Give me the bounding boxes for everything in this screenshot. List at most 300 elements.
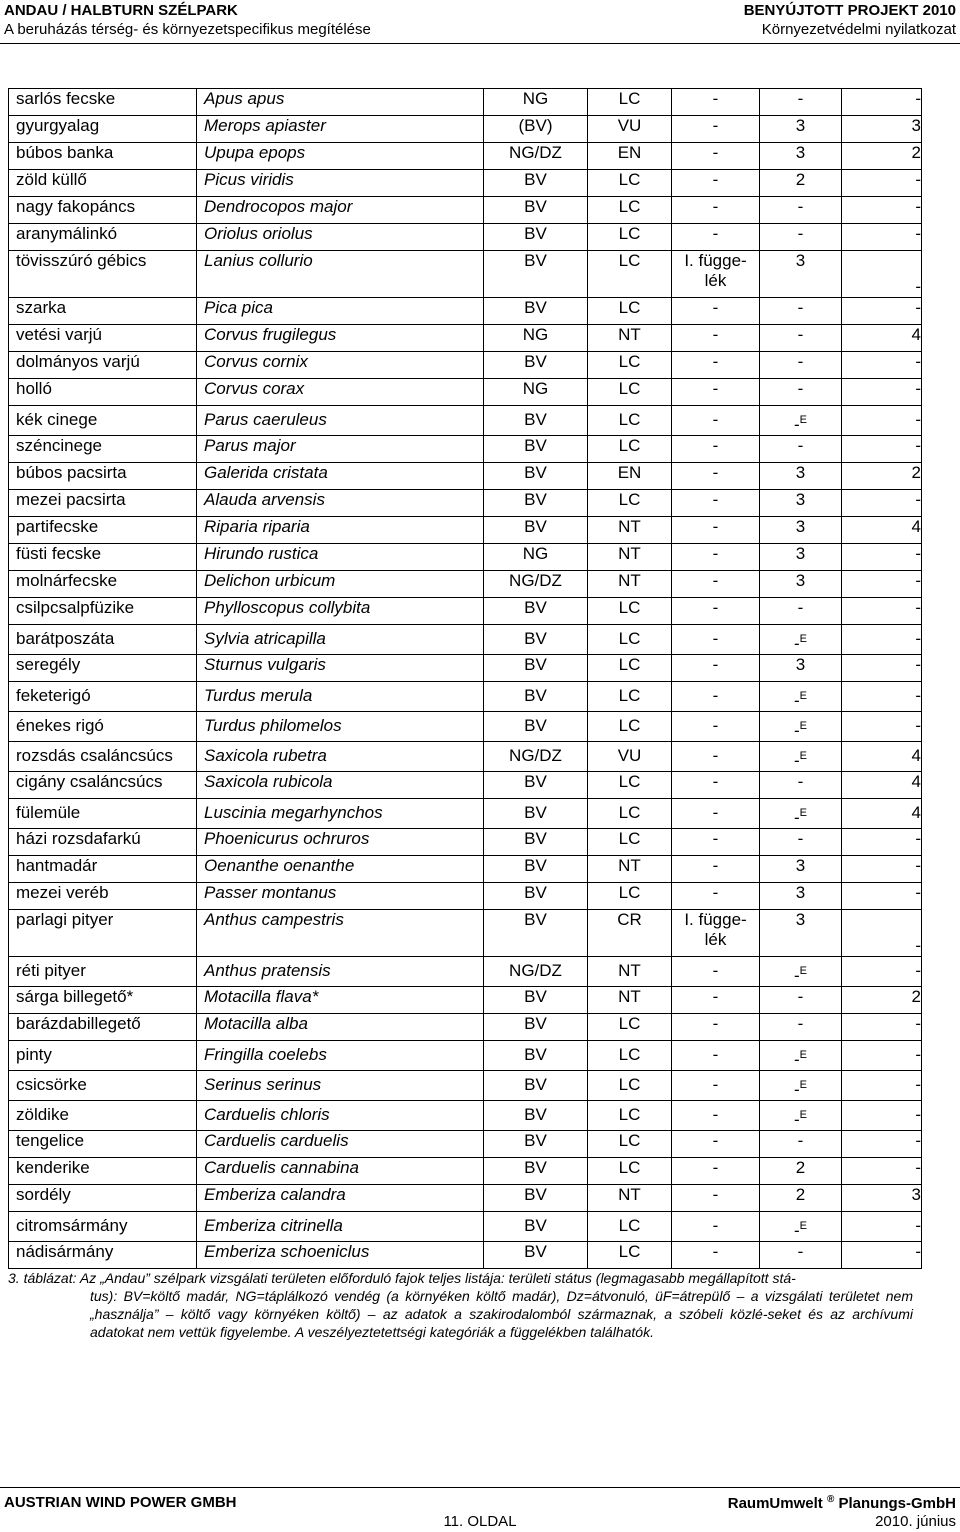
national-value: 3 — [795, 910, 806, 929]
caption-body: tus): BV=költő madár, NG=táplálkozó vendég (a környéken költő madár), Dz=átvonuló, üF=átrepülő – a vizsgálati területet nem „használja” – költő vagy környéken költő) – az adatok a szakirodalomból származnak, a szóbeli közlé-seket és az archívumi adatokat nem vettük figyelembe. A veszélyeztetettségi kategóriák a függelékben találhatók. — [90, 1288, 913, 1340]
national-value: 3 — [795, 116, 806, 135]
table-row — [9, 197, 922, 224]
species-hungarian-name: parlagi pityer — [9, 910, 197, 957]
species-hungarian-name: zöldike — [9, 1101, 197, 1131]
status-area-cell: BV — [484, 598, 588, 625]
footer-author-name: RaumUmwelt — [727, 1495, 823, 1512]
table-row — [9, 1071, 922, 1101]
species-hungarian-name: csilpcsalpfüzike — [9, 598, 197, 625]
status-regional-cell: 2 — [842, 143, 922, 170]
table-row — [9, 1101, 922, 1131]
status-category-cell: LC — [588, 379, 672, 406]
status-national-cell — [760, 910, 842, 957]
status-category-cell: LC — [588, 799, 672, 829]
national-value: 3 — [795, 251, 806, 270]
table-row — [9, 517, 922, 544]
status-appendix-cell: - — [672, 1101, 760, 1131]
species-hungarian-name: dolmányos varjú — [9, 352, 197, 379]
national-value: - — [793, 1110, 800, 1129]
national-value: 3 — [795, 544, 806, 563]
status-national-cell — [760, 116, 842, 143]
species-hungarian-name: barázdabillegető — [9, 1014, 197, 1041]
status-national-cell — [760, 1071, 842, 1101]
species-hungarian-name: vetési varjú — [9, 325, 197, 352]
table-row — [9, 625, 922, 655]
species-hungarian-name: aranymálinkó — [9, 224, 197, 251]
status-category-cell: NT — [588, 1185, 672, 1212]
status-category-cell: LC — [588, 298, 672, 325]
species-hungarian-name: molnárfecske — [9, 571, 197, 598]
status-regional-cell: - — [842, 829, 922, 856]
species-scientific-name: Pica pica — [197, 298, 484, 325]
status-appendix-cell: - — [672, 625, 760, 655]
species-scientific-name: Carduelis chloris — [197, 1101, 484, 1131]
table-row — [9, 251, 922, 298]
status-regional-cell: - — [842, 1071, 922, 1101]
status-category-cell: LC — [588, 1071, 672, 1101]
status-area-cell: BV — [484, 1071, 588, 1101]
table-row — [9, 325, 922, 352]
species-hungarian-name: kék cinege — [9, 406, 197, 436]
status-regional-cell: 2 — [842, 463, 922, 490]
status-area-cell: BV — [484, 352, 588, 379]
status-area-cell: BV — [484, 224, 588, 251]
status-appendix-cell: - — [672, 325, 760, 352]
status-appendix-cell: - — [672, 116, 760, 143]
species-hungarian-name: hantmadár — [9, 856, 197, 883]
status-regional-cell: 3 — [842, 1185, 922, 1212]
status-national-cell — [760, 829, 842, 856]
status-regional-cell: 4 — [842, 799, 922, 829]
table-row — [9, 856, 922, 883]
status-area-cell: BV — [484, 856, 588, 883]
table-row — [9, 89, 922, 116]
status-area-cell: BV — [484, 987, 588, 1014]
national-value: - — [793, 634, 800, 653]
species-scientific-name: Corvus corax — [197, 379, 484, 406]
status-area-cell: BV — [484, 799, 588, 829]
status-regional-cell: - — [842, 379, 922, 406]
status-appendix-cell — [672, 910, 760, 957]
status-regional-cell: - — [842, 298, 922, 325]
status-area-cell: BV — [484, 655, 588, 682]
status-appendix-cell: - — [672, 1185, 760, 1212]
status-area-cell: BV — [484, 1185, 588, 1212]
superscript-e: E — [799, 807, 807, 819]
species-scientific-name: Corvus cornix — [197, 352, 484, 379]
table-row — [9, 598, 922, 625]
status-category-cell: LC — [588, 1242, 672, 1269]
status-appendix-cell: - — [672, 143, 760, 170]
species-scientific-name: Saxicola rubicola — [197, 772, 484, 799]
table-row — [9, 224, 922, 251]
superscript-e: E — [799, 1079, 807, 1091]
table-row — [9, 987, 922, 1014]
species-scientific-name: Parus caeruleus — [197, 406, 484, 436]
table-row — [9, 1158, 922, 1185]
status-category-cell: LC — [588, 170, 672, 197]
species-scientific-name: Riparia riparia — [197, 517, 484, 544]
status-regional-cell: 4 — [842, 772, 922, 799]
footer-author — [728, 1494, 956, 1512]
table-row — [9, 957, 922, 987]
status-regional-cell: - — [842, 883, 922, 910]
status-appendix-cell: - — [672, 712, 760, 742]
species-scientific-name: Carduelis cannabina — [197, 1158, 484, 1185]
status-national-cell — [760, 143, 842, 170]
status-national-cell — [760, 463, 842, 490]
species-scientific-name: Motacilla alba — [197, 1014, 484, 1041]
status-category-cell: LC — [588, 251, 672, 298]
footer-date: 2010. június — [875, 1513, 956, 1530]
status-regional-cell: - — [842, 625, 922, 655]
status-category-cell: NT — [588, 544, 672, 571]
status-area-cell: BV — [484, 1101, 588, 1131]
status-appendix-cell: - — [672, 987, 760, 1014]
status-category-cell: LC — [588, 89, 672, 116]
status-national-cell — [760, 379, 842, 406]
status-regional-cell: - — [842, 598, 922, 625]
status-regional-cell: - — [842, 1242, 922, 1269]
status-category-cell: VU — [588, 116, 672, 143]
status-regional-cell: - — [842, 1041, 922, 1071]
table-row — [9, 829, 922, 856]
status-national-cell — [760, 1014, 842, 1041]
header-divider — [0, 43, 960, 44]
table-row — [9, 682, 922, 712]
national-value: - — [793, 1221, 800, 1240]
status-appendix-cell: - — [672, 883, 760, 910]
species-scientific-name: Galerida cristata — [197, 463, 484, 490]
table-row — [9, 143, 922, 170]
species-hungarian-name: énekes rigó — [9, 712, 197, 742]
species-hungarian-name: sárga billegető* — [9, 987, 197, 1014]
status-national-cell — [760, 1041, 842, 1071]
species-scientific-name: Delichon urbicum — [197, 571, 484, 598]
species-scientific-name: Picus viridis — [197, 170, 484, 197]
species-scientific-name: Oenanthe oenanthe — [197, 856, 484, 883]
species-hungarian-name: széncinege — [9, 436, 197, 463]
species-scientific-name: Passer montanus — [197, 883, 484, 910]
status-regional-cell: - — [842, 436, 922, 463]
status-regional-cell: 4 — [842, 742, 922, 772]
status-area-cell: BV — [484, 490, 588, 517]
status-appendix-cell: - — [672, 170, 760, 197]
status-appendix-cell: - — [672, 1131, 760, 1158]
status-regional-cell: - — [842, 571, 922, 598]
species-scientific-name: Turdus philomelos — [197, 712, 484, 742]
species-hungarian-name: fülemüle — [9, 799, 197, 829]
species-hungarian-name: tengelice — [9, 1131, 197, 1158]
national-value: - — [797, 436, 804, 455]
species-hungarian-name: feketerigó — [9, 682, 197, 712]
national-value: - — [793, 691, 800, 710]
national-value: 3 — [795, 883, 806, 902]
status-national-cell — [760, 1131, 842, 1158]
status-area-cell: BV — [484, 1212, 588, 1242]
status-national-cell — [760, 1242, 842, 1269]
national-value: - — [793, 751, 800, 770]
national-value: - — [797, 224, 804, 243]
status-category-cell: LC — [588, 883, 672, 910]
footer-divider — [0, 1487, 960, 1488]
status-regional-cell: - — [842, 251, 922, 298]
status-regional-cell: - — [842, 910, 922, 957]
status-appendix-cell — [672, 251, 760, 298]
status-appendix-cell: - — [672, 1014, 760, 1041]
national-value: 3 — [795, 517, 806, 536]
status-appendix-cell: - — [672, 1242, 760, 1269]
species-hungarian-name: holló — [9, 379, 197, 406]
status-area-cell: BV — [484, 517, 588, 544]
national-value: - — [797, 598, 804, 617]
species-scientific-name: Turdus merula — [197, 682, 484, 712]
status-category-cell: LC — [588, 224, 672, 251]
status-category-cell: NT — [588, 957, 672, 987]
status-category-cell: LC — [588, 1041, 672, 1071]
national-value: - — [797, 352, 804, 371]
species-scientific-name: Anthus pratensis — [197, 957, 484, 987]
status-national-cell — [760, 571, 842, 598]
national-value: 2 — [795, 1185, 806, 1204]
status-category-cell: NT — [588, 325, 672, 352]
table-row — [9, 352, 922, 379]
national-value: - — [793, 1050, 800, 1069]
status-regional-cell: 2 — [842, 987, 922, 1014]
status-regional-cell: 4 — [842, 325, 922, 352]
status-appendix-cell: - — [672, 490, 760, 517]
national-value: - — [797, 987, 804, 1006]
superscript-e: E — [799, 750, 807, 762]
national-value: - — [797, 379, 804, 398]
status-national-cell — [760, 224, 842, 251]
national-value: - — [797, 772, 804, 791]
caption-lead: 3. táblázat: Az „Andau” szélpark vizsgálati területen előforduló fajok teljes listája: területi státus (legmagasabb megállapított stá- — [8, 1270, 796, 1286]
table-caption — [8, 1269, 913, 1341]
national-value: - — [797, 1131, 804, 1150]
status-regional-cell: 3 — [842, 116, 922, 143]
national-value: - — [797, 298, 804, 317]
status-national-cell — [760, 742, 842, 772]
national-value: 3 — [795, 571, 806, 590]
status-appendix-cell: - — [672, 571, 760, 598]
status-area-cell: NG — [484, 325, 588, 352]
status-regional-cell: - — [842, 655, 922, 682]
superscript-e: E — [799, 1109, 807, 1121]
status-area-cell: BV — [484, 170, 588, 197]
species-scientific-name: Sturnus vulgaris — [197, 655, 484, 682]
table-row — [9, 655, 922, 682]
status-national-cell — [760, 544, 842, 571]
status-area-cell: BV — [484, 1131, 588, 1158]
status-category-cell: LC — [588, 772, 672, 799]
appendix-line-2: lék — [704, 271, 727, 290]
species-hungarian-name: sarlós fecske — [9, 89, 197, 116]
national-value: - — [793, 721, 800, 740]
status-category-cell: VU — [588, 742, 672, 772]
status-national-cell — [760, 799, 842, 829]
species-hungarian-name: citromsármány — [9, 1212, 197, 1242]
status-regional-cell: - — [842, 224, 922, 251]
status-appendix-cell: - — [672, 772, 760, 799]
superscript-e: E — [799, 1049, 807, 1061]
status-category-cell: LC — [588, 436, 672, 463]
status-area-cell: NG — [484, 89, 588, 116]
status-appendix-cell: - — [672, 1212, 760, 1242]
status-area-cell: BV — [484, 772, 588, 799]
status-area-cell: BV — [484, 829, 588, 856]
table-row — [9, 883, 922, 910]
status-area-cell: (BV) — [484, 116, 588, 143]
status-category-cell: LC — [588, 406, 672, 436]
species-hungarian-name: barátposzáta — [9, 625, 197, 655]
status-area-cell: BV — [484, 910, 588, 957]
status-category-cell: NT — [588, 571, 672, 598]
table-row — [9, 1131, 922, 1158]
status-appendix-cell: - — [672, 829, 760, 856]
status-area-cell: BV — [484, 1242, 588, 1269]
status-category-cell: EN — [588, 463, 672, 490]
status-regional-cell: 4 — [842, 517, 922, 544]
species-scientific-name: Apus apus — [197, 89, 484, 116]
status-area-cell: BV — [484, 712, 588, 742]
status-regional-cell: - — [842, 89, 922, 116]
header-submission-title: BENYÚJTOTT PROJEKT 2010 — [743, 2, 956, 19]
appendix-line-2: lék — [704, 930, 727, 949]
status-national-cell — [760, 1212, 842, 1242]
national-value: - — [797, 1014, 804, 1033]
status-regional-cell: - — [842, 544, 922, 571]
national-value: 2 — [795, 170, 806, 189]
national-value: - — [793, 1080, 800, 1099]
status-national-cell — [760, 197, 842, 224]
national-value: - — [797, 325, 804, 344]
status-category-cell: NT — [588, 856, 672, 883]
status-appendix-cell: - — [672, 1041, 760, 1071]
national-value: 3 — [795, 143, 806, 162]
status-regional-cell: - — [842, 856, 922, 883]
superscript-e: E — [799, 1220, 807, 1232]
national-value: - — [797, 829, 804, 848]
page-number: 11. OLDAL — [443, 1513, 517, 1530]
table-row — [9, 436, 922, 463]
species-scientific-name: Motacilla flava* — [197, 987, 484, 1014]
status-national-cell — [760, 1185, 842, 1212]
status-national-cell — [760, 352, 842, 379]
status-regional-cell: - — [842, 197, 922, 224]
species-hungarian-name: búbos banka — [9, 143, 197, 170]
table-row — [9, 1041, 922, 1071]
national-value: - — [793, 808, 800, 827]
status-area-cell: NG — [484, 544, 588, 571]
species-scientific-name: Anthus campestris — [197, 910, 484, 957]
table-row — [9, 463, 922, 490]
status-appendix-cell: - — [672, 799, 760, 829]
appendix-line-1: I. függe- — [684, 251, 747, 270]
table-row — [9, 712, 922, 742]
header-subtitle: A beruházás térség- és környezetspecifikus megítélése — [4, 21, 371, 38]
status-regional-cell: - — [842, 1101, 922, 1131]
status-category-cell: CR — [588, 910, 672, 957]
status-national-cell — [760, 298, 842, 325]
table-row — [9, 1212, 922, 1242]
footer-author-rest: Planungs-GmbH — [834, 1495, 956, 1512]
national-value: - — [797, 1242, 804, 1261]
superscript-e: E — [799, 414, 807, 426]
status-national-cell — [760, 883, 842, 910]
status-national-cell — [760, 856, 842, 883]
status-area-cell: BV — [484, 251, 588, 298]
page-header — [0, 0, 960, 44]
status-area-cell: BV — [484, 1014, 588, 1041]
status-appendix-cell: - — [672, 1158, 760, 1185]
species-scientific-name: Carduelis carduelis — [197, 1131, 484, 1158]
status-appendix-cell: - — [672, 856, 760, 883]
table-row — [9, 1185, 922, 1212]
status-category-cell: LC — [588, 682, 672, 712]
status-national-cell — [760, 436, 842, 463]
species-scientific-name: Serinus serinus — [197, 1071, 484, 1101]
status-regional-cell: - — [842, 1212, 922, 1242]
species-hungarian-name: házi rozsdafarkú — [9, 829, 197, 856]
species-scientific-name: Lanius collurio — [197, 251, 484, 298]
status-appendix-cell: - — [672, 682, 760, 712]
species-table — [8, 88, 922, 1269]
species-hungarian-name: csicsörke — [9, 1071, 197, 1101]
species-scientific-name: Oriolus oriolus — [197, 224, 484, 251]
status-area-cell: NG/DZ — [484, 571, 588, 598]
status-category-cell: LC — [588, 1212, 672, 1242]
status-national-cell — [760, 406, 842, 436]
table-row — [9, 490, 922, 517]
status-category-cell: LC — [588, 352, 672, 379]
species-hungarian-name: partifecske — [9, 517, 197, 544]
status-area-cell: BV — [484, 625, 588, 655]
status-category-cell: NT — [588, 987, 672, 1014]
status-appendix-cell: - — [672, 1071, 760, 1101]
table-row — [9, 799, 922, 829]
status-area-cell: NG — [484, 379, 588, 406]
status-appendix-cell: - — [672, 463, 760, 490]
table-row — [9, 571, 922, 598]
status-regional-cell: - — [842, 1131, 922, 1158]
species-hungarian-name: nagy fakopáncs — [9, 197, 197, 224]
species-hungarian-name: tövisszúró gébics — [9, 251, 197, 298]
status-national-cell — [760, 517, 842, 544]
national-value: - — [793, 415, 800, 434]
status-national-cell — [760, 712, 842, 742]
status-category-cell: LC — [588, 598, 672, 625]
status-area-cell: BV — [484, 463, 588, 490]
status-national-cell — [760, 957, 842, 987]
species-scientific-name: Upupa epops — [197, 143, 484, 170]
status-category-cell: LC — [588, 1158, 672, 1185]
superscript-e: E — [799, 690, 807, 702]
species-hungarian-name: cigány csaláncsúcs — [9, 772, 197, 799]
species-scientific-name: Phylloscopus collybita — [197, 598, 484, 625]
status-area-cell: BV — [484, 682, 588, 712]
status-appendix-cell: - — [672, 957, 760, 987]
status-regional-cell: - — [842, 490, 922, 517]
species-hungarian-name: sordély — [9, 1185, 197, 1212]
status-category-cell: EN — [588, 143, 672, 170]
national-value: 2 — [795, 1158, 806, 1177]
species-scientific-name: Emberiza citrinella — [197, 1212, 484, 1242]
species-scientific-name: Merops apiaster — [197, 116, 484, 143]
status-regional-cell: - — [842, 1158, 922, 1185]
species-table-body — [9, 89, 922, 1269]
national-value: 3 — [795, 856, 806, 875]
